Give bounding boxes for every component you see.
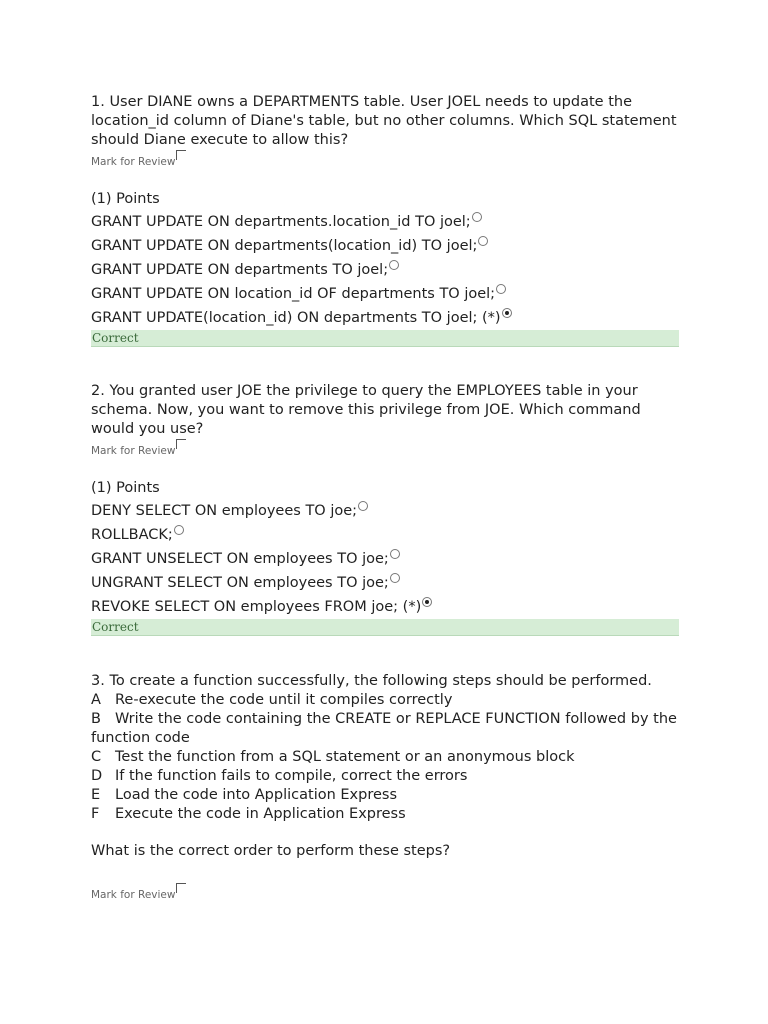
step-item [91,767,679,786]
option-label: GRANT UPDATE ON departments.location_id TO joel; [91,214,471,230]
mark-for-review-label: Mark for Review [91,445,176,457]
mark-for-review-label: Mark for Review [91,156,176,168]
radio-button[interactable] [390,573,400,583]
option-label: GRANT UNSELECT ON employees TO joe; [91,551,389,567]
option-label: UNGRANT SELECT ON employees TO joe; [91,575,389,591]
question-3 [91,672,679,903]
step-letter: F [91,806,100,822]
step-letter: C [91,749,102,765]
step-item [91,748,679,767]
question-text: 3. To create a function successfully, the following steps should be performed. [91,673,652,689]
step-letter: D [91,768,103,784]
question-1 [91,93,679,347]
answer-option[interactable] [91,234,679,258]
correct-banner: Correct [91,330,679,347]
step-text: Execute the code in Application Express [115,806,406,822]
radio-button[interactable] [390,549,400,559]
question-prompt: What is the correct order to perform these steps? [91,843,451,859]
step-item [91,805,679,824]
answer-option[interactable] [91,595,679,619]
step-item [91,691,679,710]
mark-for-review-label: Mark for Review [91,889,176,901]
step-letter: B [91,711,101,727]
answer-option[interactable] [91,306,679,330]
question-text: 2. You granted user JOE the privilege to query the EMPLOYEES table in your schema. Now, you want to remove this privilege from JOE. Which command would you use? [91,383,641,437]
radio-button-selected[interactable] [502,308,512,318]
step-text: Test the function from a SQL statement or an anonymous block [115,749,575,765]
option-label: GRANT UPDATE(location_id) ON departments TO joel; (*) [91,310,501,326]
answer-option[interactable] [91,210,679,234]
question-2 [91,382,679,636]
quiz-page [91,93,679,923]
correct-banner: Correct [91,619,679,636]
mark-for-review-checkbox[interactable] [176,883,186,893]
points-label: (1) Points [91,191,160,207]
option-label: GRANT UPDATE ON departments(location_id) TO joel; [91,238,478,254]
radio-button[interactable] [174,525,184,535]
option-label: GRANT UPDATE ON departments TO joel; [91,262,389,278]
mark-for-review [91,887,679,903]
option-label: GRANT UPDATE ON location_id OF departments TO joel; [91,286,496,302]
radio-button-selected[interactable] [422,597,432,607]
radio-button[interactable] [472,212,482,222]
step-text: Load the code into Application Express [115,787,398,803]
option-label: DENY SELECT ON employees TO joe; [91,503,358,519]
radio-button[interactable] [389,260,399,270]
step-letter: E [91,787,101,803]
mark-for-review [91,443,679,459]
answer-option[interactable] [91,282,679,306]
answer-option[interactable] [91,499,679,523]
mark-for-review-checkbox[interactable] [176,439,186,449]
answer-option[interactable] [91,547,679,571]
step-text: If the function fails to compile, correct the errors [115,768,468,784]
answer-option[interactable] [91,258,679,282]
step-text: Re-execute the code until it compiles correctly [115,692,453,708]
step-item [91,786,679,805]
step-letter: A [91,692,101,708]
points-label: (1) Points [91,480,160,496]
answer-option[interactable] [91,523,679,547]
radio-button[interactable] [358,501,368,511]
step-item [91,710,679,748]
option-label: REVOKE SELECT ON employees FROM joe; (*) [91,599,422,615]
question-text: 1. User DIANE owns a DEPARTMENTS table. User JOEL needs to update the location_id column of Diane's table, but no other columns. Which SQL statement should Diane execute to allow this? [91,94,677,148]
radio-button[interactable] [478,236,488,246]
answer-option[interactable] [91,571,679,595]
mark-for-review [91,154,679,170]
step-text: Write the code containing the CREATE or REPLACE FUNCTION followed by the function code [91,711,677,746]
option-label: ROLLBACK; [91,527,173,543]
radio-button[interactable] [496,284,506,294]
mark-for-review-checkbox[interactable] [176,150,186,160]
